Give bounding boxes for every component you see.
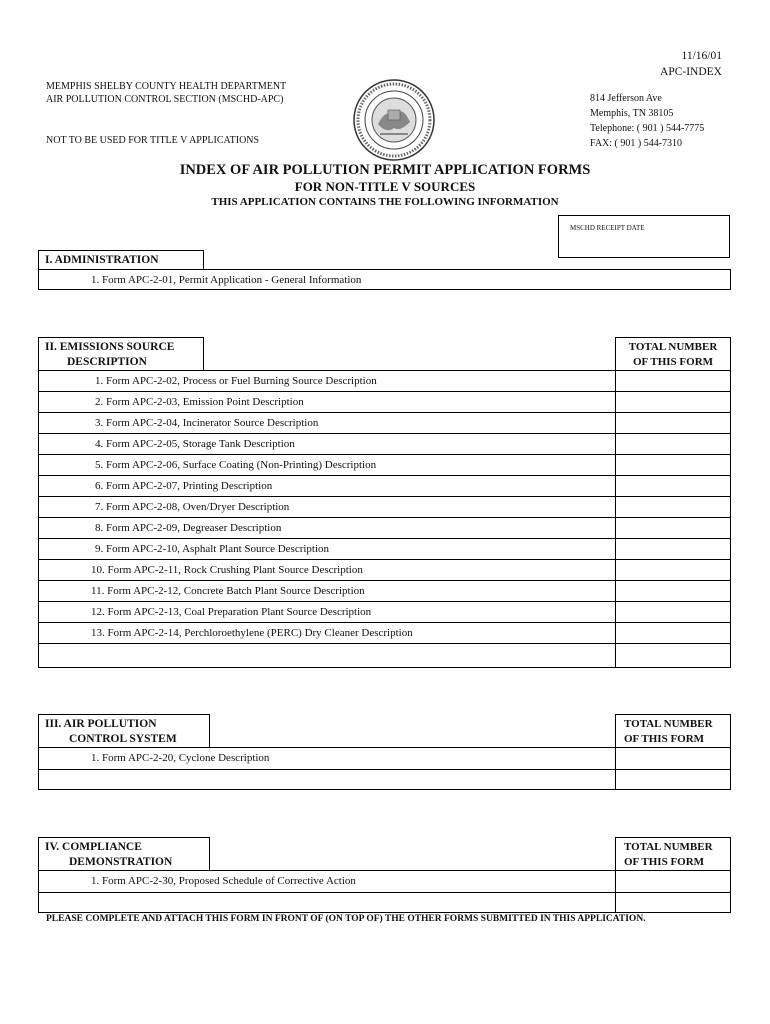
not-title-v-note: NOT TO BE USED FOR TITLE V APPLICATIONS bbox=[46, 135, 260, 146]
org-line2: AIR POLLUTION CONTROL SECTION (MSCHD-APC) bbox=[46, 94, 284, 105]
section-control-label-line1: III. AIR POLLUTION bbox=[45, 718, 157, 730]
receipt-date-field[interactable] bbox=[558, 215, 730, 258]
table-row bbox=[39, 392, 730, 413]
table-row bbox=[39, 371, 730, 392]
section-compliance-tab bbox=[38, 837, 210, 871]
section-control-label-line2: CONTROL SYSTEM bbox=[69, 733, 177, 745]
section-emissions-label-line1: II. EMISSIONS SOURCE bbox=[45, 341, 175, 353]
total-header-line1: TOTAL NUMBER bbox=[624, 718, 713, 730]
list-item: 8. Form APC-2-09, Degreaser Description bbox=[95, 522, 282, 534]
section-emissions-label-line2: DESCRIPTION bbox=[67, 356, 147, 368]
table-row bbox=[39, 644, 730, 665]
address-telephone: Telephone: ( 901 ) 544-7775 bbox=[590, 123, 705, 134]
section-emissions-tab bbox=[38, 337, 204, 371]
table-row bbox=[39, 434, 730, 455]
section-control-table bbox=[38, 747, 731, 790]
org-line1: MEMPHIS SHELBY COUNTY HEALTH DEPARTMENT bbox=[46, 81, 287, 92]
list-item: 13. Form APC-2-14, Perchloroethylene (PERC) Dry Cleaner Description bbox=[91, 627, 413, 639]
section-emissions-total-header bbox=[615, 337, 731, 371]
list-item: 1. Form APC-2-20, Cyclone Description bbox=[91, 752, 270, 764]
section-compliance-label-line2: DEMONSTRATION bbox=[69, 856, 173, 868]
section-compliance-label-line1: IV. COMPLIANCE bbox=[45, 841, 142, 853]
list-item: 12. Form APC-2-13, Coal Preparation Plant Source Description bbox=[91, 606, 372, 618]
org-block bbox=[46, 80, 286, 106]
footer-note: PLEASE COMPLETE AND ATTACH THIS FORM IN FRONT OF (ON TOP OF) THE OTHER FORMS SUBMITTED IN THIS APPLICATION. bbox=[46, 914, 646, 924]
form-code: APC-INDEX bbox=[660, 66, 722, 78]
table-row bbox=[39, 539, 730, 560]
table-row bbox=[39, 560, 730, 581]
page-instruction: THIS APPLICATION CONTAINS THE FOLLOWING INFORMATION bbox=[211, 196, 559, 208]
list-item: 9. Form APC-2-10, Asphalt Plant Source Description bbox=[95, 543, 330, 555]
column-divider bbox=[615, 371, 616, 667]
emissions-rows bbox=[39, 371, 730, 665]
total-header-line1: TOTAL NUMBER bbox=[628, 341, 718, 353]
total-header-line2: OF THIS FORM bbox=[624, 856, 705, 868]
table-row bbox=[39, 623, 730, 644]
form-date-block bbox=[660, 48, 722, 80]
table-row bbox=[39, 497, 730, 518]
list-item: 3. Form APC-2-04, Incinerator Source Description bbox=[95, 417, 319, 429]
county-seal-icon bbox=[352, 78, 436, 162]
list-item: 1. Form APC-2-02, Process or Fuel Burning Source Description bbox=[95, 375, 377, 387]
list-item: 6. Form APC-2-07, Printing Description bbox=[95, 480, 273, 492]
page-subtitle: FOR NON-TITLE V SOURCES bbox=[294, 179, 476, 194]
section-administration-table bbox=[38, 269, 731, 290]
list-item: 4. Form APC-2-05, Storage Tank Description bbox=[95, 438, 295, 450]
list-item: 1. Form APC-2-01, Permit Application - General Information bbox=[91, 274, 362, 286]
table-row bbox=[39, 581, 730, 602]
address-city: Memphis, TN 38105 bbox=[590, 108, 674, 119]
list-item: 10. Form APC-2-11, Rock Crushing Plant Source Description bbox=[91, 564, 363, 576]
section-control-total-header bbox=[615, 714, 731, 748]
form-date: 11/16/01 bbox=[681, 50, 722, 62]
section-control-tab bbox=[38, 714, 210, 748]
page-title: INDEX OF AIR POLLUTION PERMIT APPLICATION FORMS bbox=[179, 162, 591, 178]
section-administration-label: I. ADMINISTRATION bbox=[45, 254, 159, 266]
row-divider bbox=[39, 769, 730, 770]
address-block bbox=[590, 91, 704, 151]
table-row bbox=[39, 455, 730, 476]
table-row bbox=[39, 518, 730, 539]
table-row bbox=[39, 413, 730, 434]
section-emissions-table bbox=[38, 370, 731, 668]
table-row bbox=[39, 602, 730, 623]
list-item: 5. Form APC-2-06, Surface Coating (Non-Printing) Description bbox=[95, 459, 377, 471]
receipt-date-label: MSCHD RECEIPT DATE bbox=[570, 224, 645, 232]
total-header-line2: OF THIS FORM bbox=[624, 733, 705, 745]
row-divider bbox=[39, 892, 730, 893]
section-administration-tab bbox=[38, 250, 204, 270]
address-street: 814 Jefferson Ave bbox=[590, 93, 662, 104]
column-divider bbox=[615, 748, 616, 789]
table-row bbox=[39, 476, 730, 497]
list-item: 11. Form APC-2-12, Concrete Batch Plant Source Description bbox=[91, 585, 365, 597]
total-header-line2: OF THIS FORM bbox=[632, 356, 714, 368]
list-item: 1. Form APC-2-30, Proposed Schedule of Corrective Action bbox=[91, 875, 356, 887]
list-item: 2. Form APC-2-03, Emission Point Description bbox=[95, 396, 304, 408]
column-divider bbox=[615, 871, 616, 912]
section-compliance-table bbox=[38, 870, 731, 913]
total-header-line1: TOTAL NUMBER bbox=[624, 841, 713, 853]
section-compliance-total-header bbox=[615, 837, 731, 871]
list-item: 7. Form APC-2-08, Oven/Dryer Description bbox=[95, 501, 290, 513]
address-fax: FAX: ( 901 ) 544-7310 bbox=[590, 138, 683, 149]
